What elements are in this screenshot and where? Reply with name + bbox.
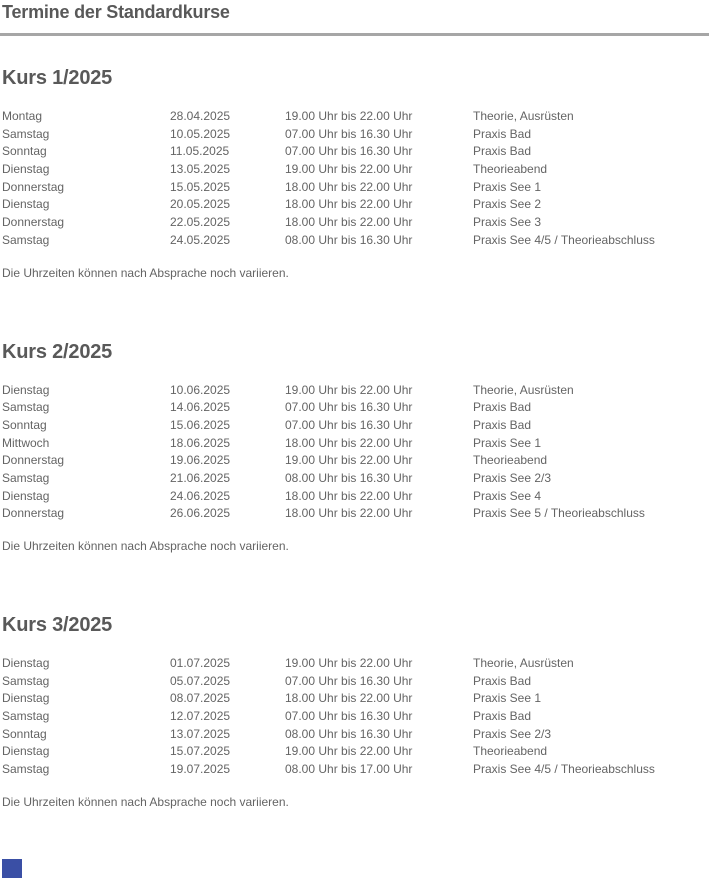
schedule-activity: Praxis Bad bbox=[473, 709, 532, 724]
schedule-row bbox=[2, 690, 709, 708]
course-heading: Kurs 1/2025 bbox=[2, 67, 113, 89]
schedule-activity: Praxis Bad bbox=[473, 144, 532, 159]
schedule-activity: Praxis Bad bbox=[473, 673, 532, 688]
course-section-3 bbox=[2, 613, 709, 809]
schedule-date: 20.05.2025 bbox=[170, 197, 231, 212]
schedule-activity: Praxis See 1 bbox=[473, 435, 542, 450]
schedule-row bbox=[2, 161, 709, 179]
schedule-date: 13.07.2025 bbox=[170, 726, 231, 741]
schedule-row bbox=[2, 196, 709, 214]
schedule-activity: Praxis See 2/3 bbox=[473, 726, 552, 741]
schedule-time: 19.00 Uhr bis 22.00 Uhr bbox=[285, 453, 413, 468]
schedule-row bbox=[2, 505, 709, 523]
schedule-day: Donnerstag bbox=[2, 179, 65, 194]
schedule-row bbox=[2, 108, 709, 126]
schedule-row bbox=[2, 708, 709, 726]
schedule-day: Dienstag bbox=[2, 197, 50, 212]
course-heading: Kurs 3/2025 bbox=[2, 614, 113, 636]
schedule-date: 11.05.2025 bbox=[170, 144, 230, 159]
schedule-time: 07.00 Uhr bis 16.30 Uhr bbox=[285, 673, 413, 688]
schedule-day: Donnerstag bbox=[2, 506, 65, 521]
schedule-time: 08.00 Uhr bis 16.30 Uhr bbox=[285, 470, 413, 485]
schedule-activity: Praxis See 5 / Theorieabschluss bbox=[473, 506, 645, 521]
schedule-row bbox=[2, 232, 709, 250]
schedule-row bbox=[2, 399, 709, 417]
schedule-time: 07.00 Uhr bis 16.30 Uhr bbox=[285, 400, 413, 415]
schedule-activity: Praxis Bad bbox=[473, 400, 532, 415]
schedule-row bbox=[2, 126, 709, 144]
schedule-time: 18.00 Uhr bis 22.00 Uhr bbox=[285, 435, 413, 450]
schedule-note: Die Uhrzeiten können nach Absprache noch variieren. bbox=[2, 265, 289, 280]
schedule-time: 19.00 Uhr bis 22.00 Uhr bbox=[285, 162, 413, 177]
schedule-time: 08.00 Uhr bis 16.30 Uhr bbox=[285, 726, 413, 741]
schedule-activity: Theorie, Ausrüsten bbox=[473, 109, 574, 123]
schedule-row bbox=[2, 743, 709, 761]
schedule-date: 01.07.2025 bbox=[170, 656, 231, 670]
schedule-row bbox=[2, 143, 709, 161]
schedule-day: Dienstag bbox=[2, 488, 50, 503]
schedule-activity: Praxis Bad bbox=[473, 126, 532, 141]
schedule-activity: Praxis See 1 bbox=[473, 179, 542, 194]
course-heading: Kurs 2/2025 bbox=[2, 340, 113, 363]
schedule-day: Samstag bbox=[2, 126, 50, 141]
schedule-date: 13.05.2025 bbox=[170, 162, 231, 177]
schedule-date: 24.05.2025 bbox=[170, 232, 231, 247]
schedule-date: 12.07.2025 bbox=[170, 709, 231, 724]
schedule-date: 08.07.2025 bbox=[170, 691, 231, 706]
schedule-row bbox=[2, 382, 709, 400]
schedule-day: Donnerstag bbox=[2, 215, 65, 230]
schedule-time: 08.00 Uhr bis 17.00 Uhr bbox=[285, 762, 413, 777]
schedule-day: Sonntag bbox=[2, 417, 47, 432]
course-schedule-table bbox=[2, 655, 709, 779]
schedule-activity: Theorieabend bbox=[473, 744, 548, 759]
schedule-day: Donnerstag bbox=[2, 453, 65, 468]
course-section-2 bbox=[2, 340, 709, 554]
schedule-date: 15.06.2025 bbox=[170, 417, 231, 432]
course-schedule-table bbox=[2, 108, 709, 250]
schedule-day: Samstag bbox=[2, 470, 50, 485]
schedule-row bbox=[2, 417, 709, 435]
schedule-activity: Theorieabend bbox=[473, 162, 548, 177]
schedule-date: 05.07.2025 bbox=[170, 673, 231, 688]
page-title: Termine der Standardkurse bbox=[2, 2, 230, 22]
schedule-activity: Theorie, Ausrüsten bbox=[473, 382, 574, 397]
schedule-time: 18.00 Uhr bis 22.00 Uhr bbox=[285, 488, 413, 503]
schedule-date: 10.05.2025 bbox=[170, 126, 231, 141]
schedule-row bbox=[2, 470, 709, 488]
schedule-time: 07.00 Uhr bis 16.30 Uhr bbox=[285, 126, 413, 141]
schedule-row bbox=[2, 655, 709, 673]
schedule-activity: Praxis See 4 bbox=[473, 488, 542, 503]
schedule-date: 14.06.2025 bbox=[170, 400, 231, 415]
schedule-date: 26.06.2025 bbox=[170, 506, 231, 521]
schedule-day: Samstag bbox=[2, 673, 50, 688]
schedule-day: Samstag bbox=[2, 709, 50, 724]
schedule-date: 18.06.2025 bbox=[170, 435, 231, 450]
schedule-row bbox=[2, 435, 709, 453]
schedule-activity: Theorie, Ausrüsten bbox=[473, 656, 574, 670]
schedule-time: 19.00 Uhr bis 22.00 Uhr bbox=[285, 656, 413, 670]
schedule-date: 21.06.2025 bbox=[170, 470, 231, 485]
schedule-row bbox=[2, 673, 709, 691]
schedule-row bbox=[2, 452, 709, 470]
schedule-day: Samstag bbox=[2, 400, 50, 415]
schedule-note: Die Uhrzeiten können nach Absprache noch variieren. bbox=[2, 794, 289, 809]
schedule-date: 24.06.2025 bbox=[170, 488, 231, 503]
schedule-row bbox=[2, 214, 709, 232]
schedule-activity: Praxis See 4/5 / Theorieabschluss bbox=[473, 232, 655, 247]
schedule-time: 19.00 Uhr bis 22.00 Uhr bbox=[285, 744, 413, 759]
schedule-time: 18.00 Uhr bis 22.00 Uhr bbox=[285, 691, 413, 706]
schedule-time: 08.00 Uhr bis 16.30 Uhr bbox=[285, 232, 413, 247]
schedule-date: 10.06.2025 bbox=[170, 382, 231, 397]
schedule-date: 19.06.2025 bbox=[170, 453, 231, 468]
schedule-note: Die Uhrzeiten können nach Absprache noch variieren. bbox=[2, 539, 289, 553]
schedule-day: Dienstag bbox=[2, 382, 50, 397]
schedule-time: 18.00 Uhr bis 22.00 Uhr bbox=[285, 197, 413, 212]
schedule-date: 15.05.2025 bbox=[170, 179, 231, 194]
schedule-day: Samstag bbox=[2, 762, 50, 777]
schedule-activity: Praxis See 2/3 bbox=[473, 470, 552, 485]
schedule-activity: Theorieabend bbox=[473, 453, 548, 468]
schedule-activity: Praxis See 3 bbox=[473, 215, 542, 230]
schedule-row bbox=[2, 488, 709, 506]
blue-corner-square bbox=[2, 859, 22, 878]
schedule-date: 19.07.2025 bbox=[170, 762, 231, 777]
schedule-time: 18.00 Uhr bis 22.00 Uhr bbox=[285, 215, 413, 230]
title-divider bbox=[0, 33, 709, 36]
schedule-activity: Praxis Bad bbox=[473, 417, 532, 432]
schedule-time: 19.00 Uhr bis 22.00 Uhr bbox=[285, 382, 413, 397]
schedule-time: 19.00 Uhr bis 22.00 Uhr bbox=[285, 109, 413, 123]
schedule-day: Dienstag bbox=[2, 744, 50, 759]
schedule-row bbox=[2, 761, 709, 779]
schedule-day: Dienstag bbox=[2, 162, 50, 177]
schedule-row bbox=[2, 726, 709, 744]
schedule-date: 28.04.2025 bbox=[170, 109, 231, 123]
schedule-day: Dienstag bbox=[2, 656, 50, 670]
course-schedule-table bbox=[2, 382, 709, 524]
schedule-row bbox=[2, 179, 709, 197]
schedule-time: 18.00 Uhr bis 22.00 Uhr bbox=[285, 506, 413, 521]
schedule-time: 07.00 Uhr bis 16.30 Uhr bbox=[285, 417, 413, 432]
schedule-activity: Praxis See 2 bbox=[473, 197, 542, 212]
schedule-day: Sonntag bbox=[2, 144, 47, 159]
schedule-activity: Praxis See 1 bbox=[473, 691, 542, 706]
course-section-1 bbox=[2, 66, 709, 280]
schedule-day: Sonntag bbox=[2, 726, 47, 741]
schedule-time: 07.00 Uhr bis 16.30 Uhr bbox=[285, 709, 413, 724]
schedule-day: Montag bbox=[2, 109, 43, 123]
schedule-date: 22.05.2025 bbox=[170, 215, 231, 230]
schedule-date: 15.07.2025 bbox=[170, 744, 231, 759]
schedule-time: 18.00 Uhr bis 22.00 Uhr bbox=[285, 179, 413, 194]
schedule-day: Dienstag bbox=[2, 691, 50, 706]
schedule-time: 07.00 Uhr bis 16.30 Uhr bbox=[285, 144, 413, 159]
schedule-activity: Praxis See 4/5 / Theorieabschluss bbox=[473, 762, 655, 777]
schedule-day: Samstag bbox=[2, 232, 50, 247]
schedule-day: Mittwoch bbox=[2, 435, 50, 450]
